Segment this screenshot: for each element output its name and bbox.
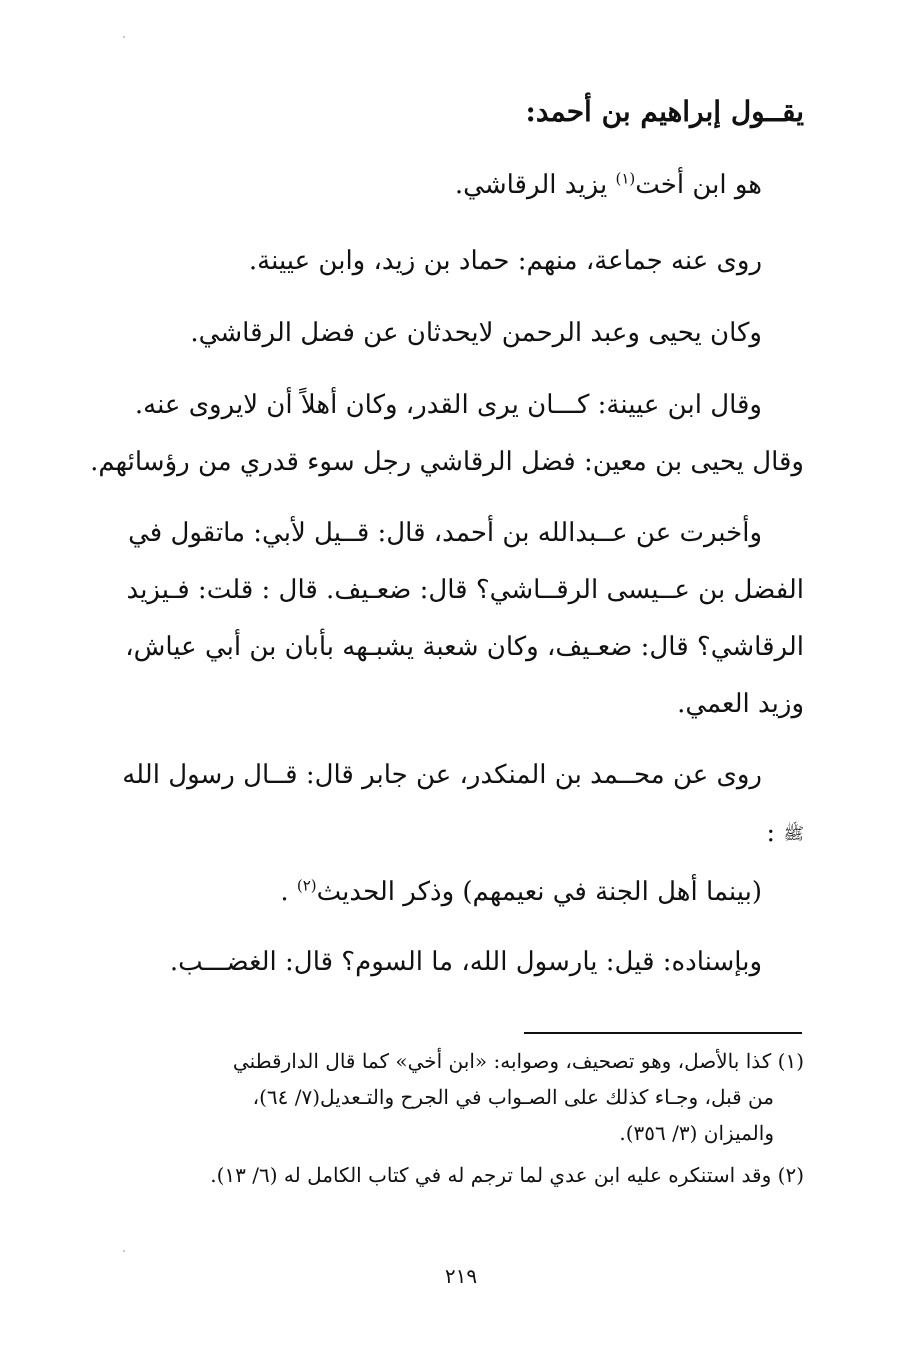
footnote-ref-1[interactable]: (١) [615, 169, 636, 188]
page-number: ٢١٩ [444, 1264, 478, 1288]
footnote-line: (١) كذا بالأصل، وهو تصحيف، وصوابه: «ابن أخي» كما قال الدارقطني [232, 1049, 804, 1073]
paragraph-line: وأخبرت عن عــبدالله بن أحمد، قال: قــيل لأبي: ماتقول في [128, 518, 762, 548]
paragraph-line: روى عن محــمد بن المنكدر، عن جابر قال: قــال رسول الله [122, 760, 762, 790]
section-heading: يقــول إبراهيم بن أحمد: [525, 95, 804, 128]
footnote-line: من قبل، وجـاء كذلك على الصـواب في الجرح والتـعديل(٧/ ٦٤)، [252, 1085, 774, 1109]
paragraph-text: . [280, 877, 297, 907]
paragraph-text: : [766, 818, 784, 848]
footnote-2: (٢) وقد استنكره عليه ابن عدي لما ترجم له في كتاب الكامل له (٦/ ١٣). [210, 1163, 804, 1187]
footnote-ref-2[interactable]: (٢) [296, 876, 317, 895]
paragraph-line [120, 815, 804, 852]
paragraph-yahya: وكان يحيى وعبد الرحمن لايحدثان عن فضل الرقاشي. [190, 318, 762, 348]
honorific-glyph: ﷺ [783, 824, 804, 844]
paragraph-ibn-main: وقال يحيى بن معين: فضل الرقاشي رجل سوء قدري من رؤسائهم. [90, 447, 804, 477]
paragraph-narrators: روى عنه جماعة، منهم: حماد بن زيد، وابن عيينة. [248, 246, 762, 276]
paragraph-ibn-uyayna: وقال ابن عيينة: كـــان يرى القدر، وكان أهلاً أن لايروى عنه. [134, 390, 762, 420]
footnote-separator [524, 1032, 802, 1034]
scan-speck [123, 36, 125, 38]
paragraph-ibn-ukht [120, 167, 762, 203]
paragraph-text: هو ابن أخت [635, 170, 762, 200]
paragraph-isnad: وبإسناده: قيل: يارسول الله، ما السوم؟ قال: الغضـــب. [169, 947, 762, 977]
paragraph-line: وزيد العمي. [677, 689, 804, 719]
scan-speck [123, 1250, 125, 1252]
footnote-line: والميزان (٣/ ٣٥٦). [619, 1121, 774, 1145]
paragraph-text: (بينما أهل الجنة في نعيمهم) وذكر الحديث [316, 877, 762, 907]
paragraph-line: الرقاشي؟ قال: ضعـيف، وكان شعبة يشبـهه بأبان بن أبي عياش، [125, 632, 804, 662]
paragraph-line: الفضل بن عــيسى الرقــاشي؟ قال: ضعـيف. قال : قلت: فـيزيد [126, 575, 804, 605]
paragraph-text: يزيد الرقاشي. [454, 170, 616, 200]
paragraph-hadith-text [120, 874, 762, 910]
